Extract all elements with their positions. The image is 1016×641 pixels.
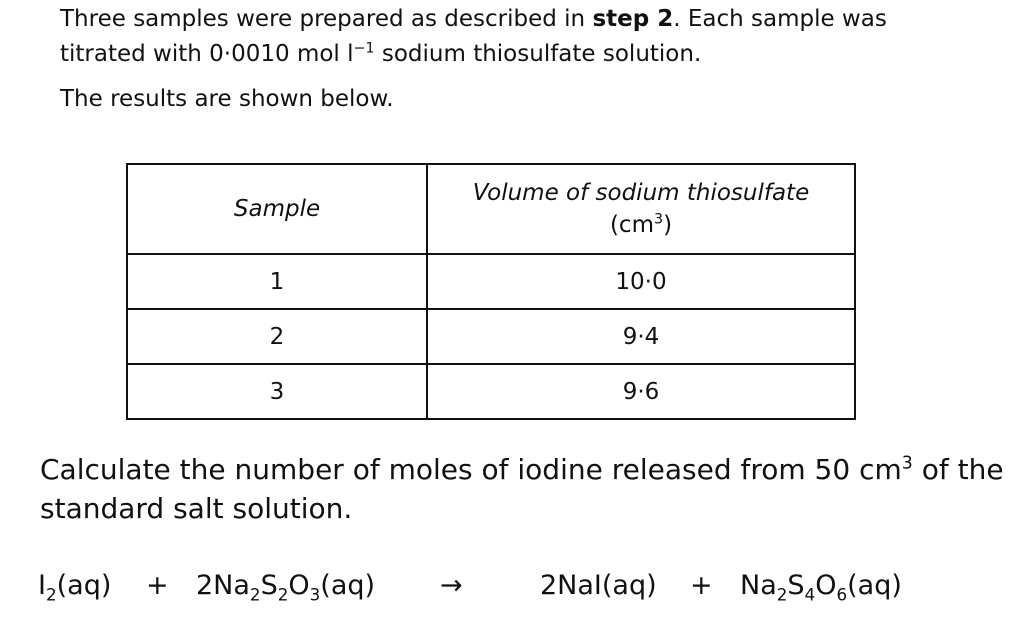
results-table bbox=[126, 163, 856, 420]
product-sodium-iodide: 2NaI(aq) bbox=[540, 570, 657, 601]
volume-exponent: 3 bbox=[901, 453, 913, 474]
plus-sign: + bbox=[690, 570, 713, 601]
header-volume-label: Volume of sodium thiosulfate bbox=[472, 180, 810, 206]
intro-text: Three samples were prepared as described in bbox=[60, 6, 593, 32]
chemical-equation bbox=[38, 570, 998, 620]
step-reference: step 2 bbox=[592, 6, 674, 32]
cell-volume: 10·0 bbox=[427, 254, 855, 309]
reactant-thiosulfate: $2Na_2S_2O_3(aq)$ bbox=[196, 570, 376, 605]
plus-sign: + bbox=[146, 570, 169, 601]
header-sample: Sample bbox=[127, 164, 427, 254]
table-row bbox=[127, 364, 855, 419]
table-row bbox=[127, 309, 855, 364]
concentration-exponent: −1 bbox=[353, 40, 375, 57]
header-volume-unit: $(cm^3)$ bbox=[609, 211, 673, 238]
table-row bbox=[127, 254, 855, 309]
cell-volume: 9·4 bbox=[427, 309, 855, 364]
table-header-row bbox=[127, 164, 855, 254]
header-volume bbox=[427, 164, 855, 254]
intro-text-end: sodium thiosulfate solution. bbox=[374, 41, 702, 67]
cell-sample: 1 bbox=[127, 254, 427, 309]
intro-paragraph bbox=[60, 2, 960, 72]
intro-text-continued: . Each sample was titrated with 0·0010 mol l bbox=[60, 6, 887, 67]
results-intro: The results are shown below. bbox=[60, 86, 394, 112]
reactant-iodine: $I_2(aq)$ bbox=[38, 570, 112, 605]
cell-volume: 9·6 bbox=[427, 364, 855, 419]
cell-sample: 3 bbox=[127, 364, 427, 419]
question-text: Calculate the number of moles of iodine released from 50 $cm^3$ of the standard salt solution. bbox=[40, 453, 1004, 525]
product-tetrathionate: $Na_2S_4O_6(aq)$ bbox=[740, 570, 902, 605]
cell-sample: 2 bbox=[127, 309, 427, 364]
reaction-arrow: → bbox=[440, 570, 463, 601]
